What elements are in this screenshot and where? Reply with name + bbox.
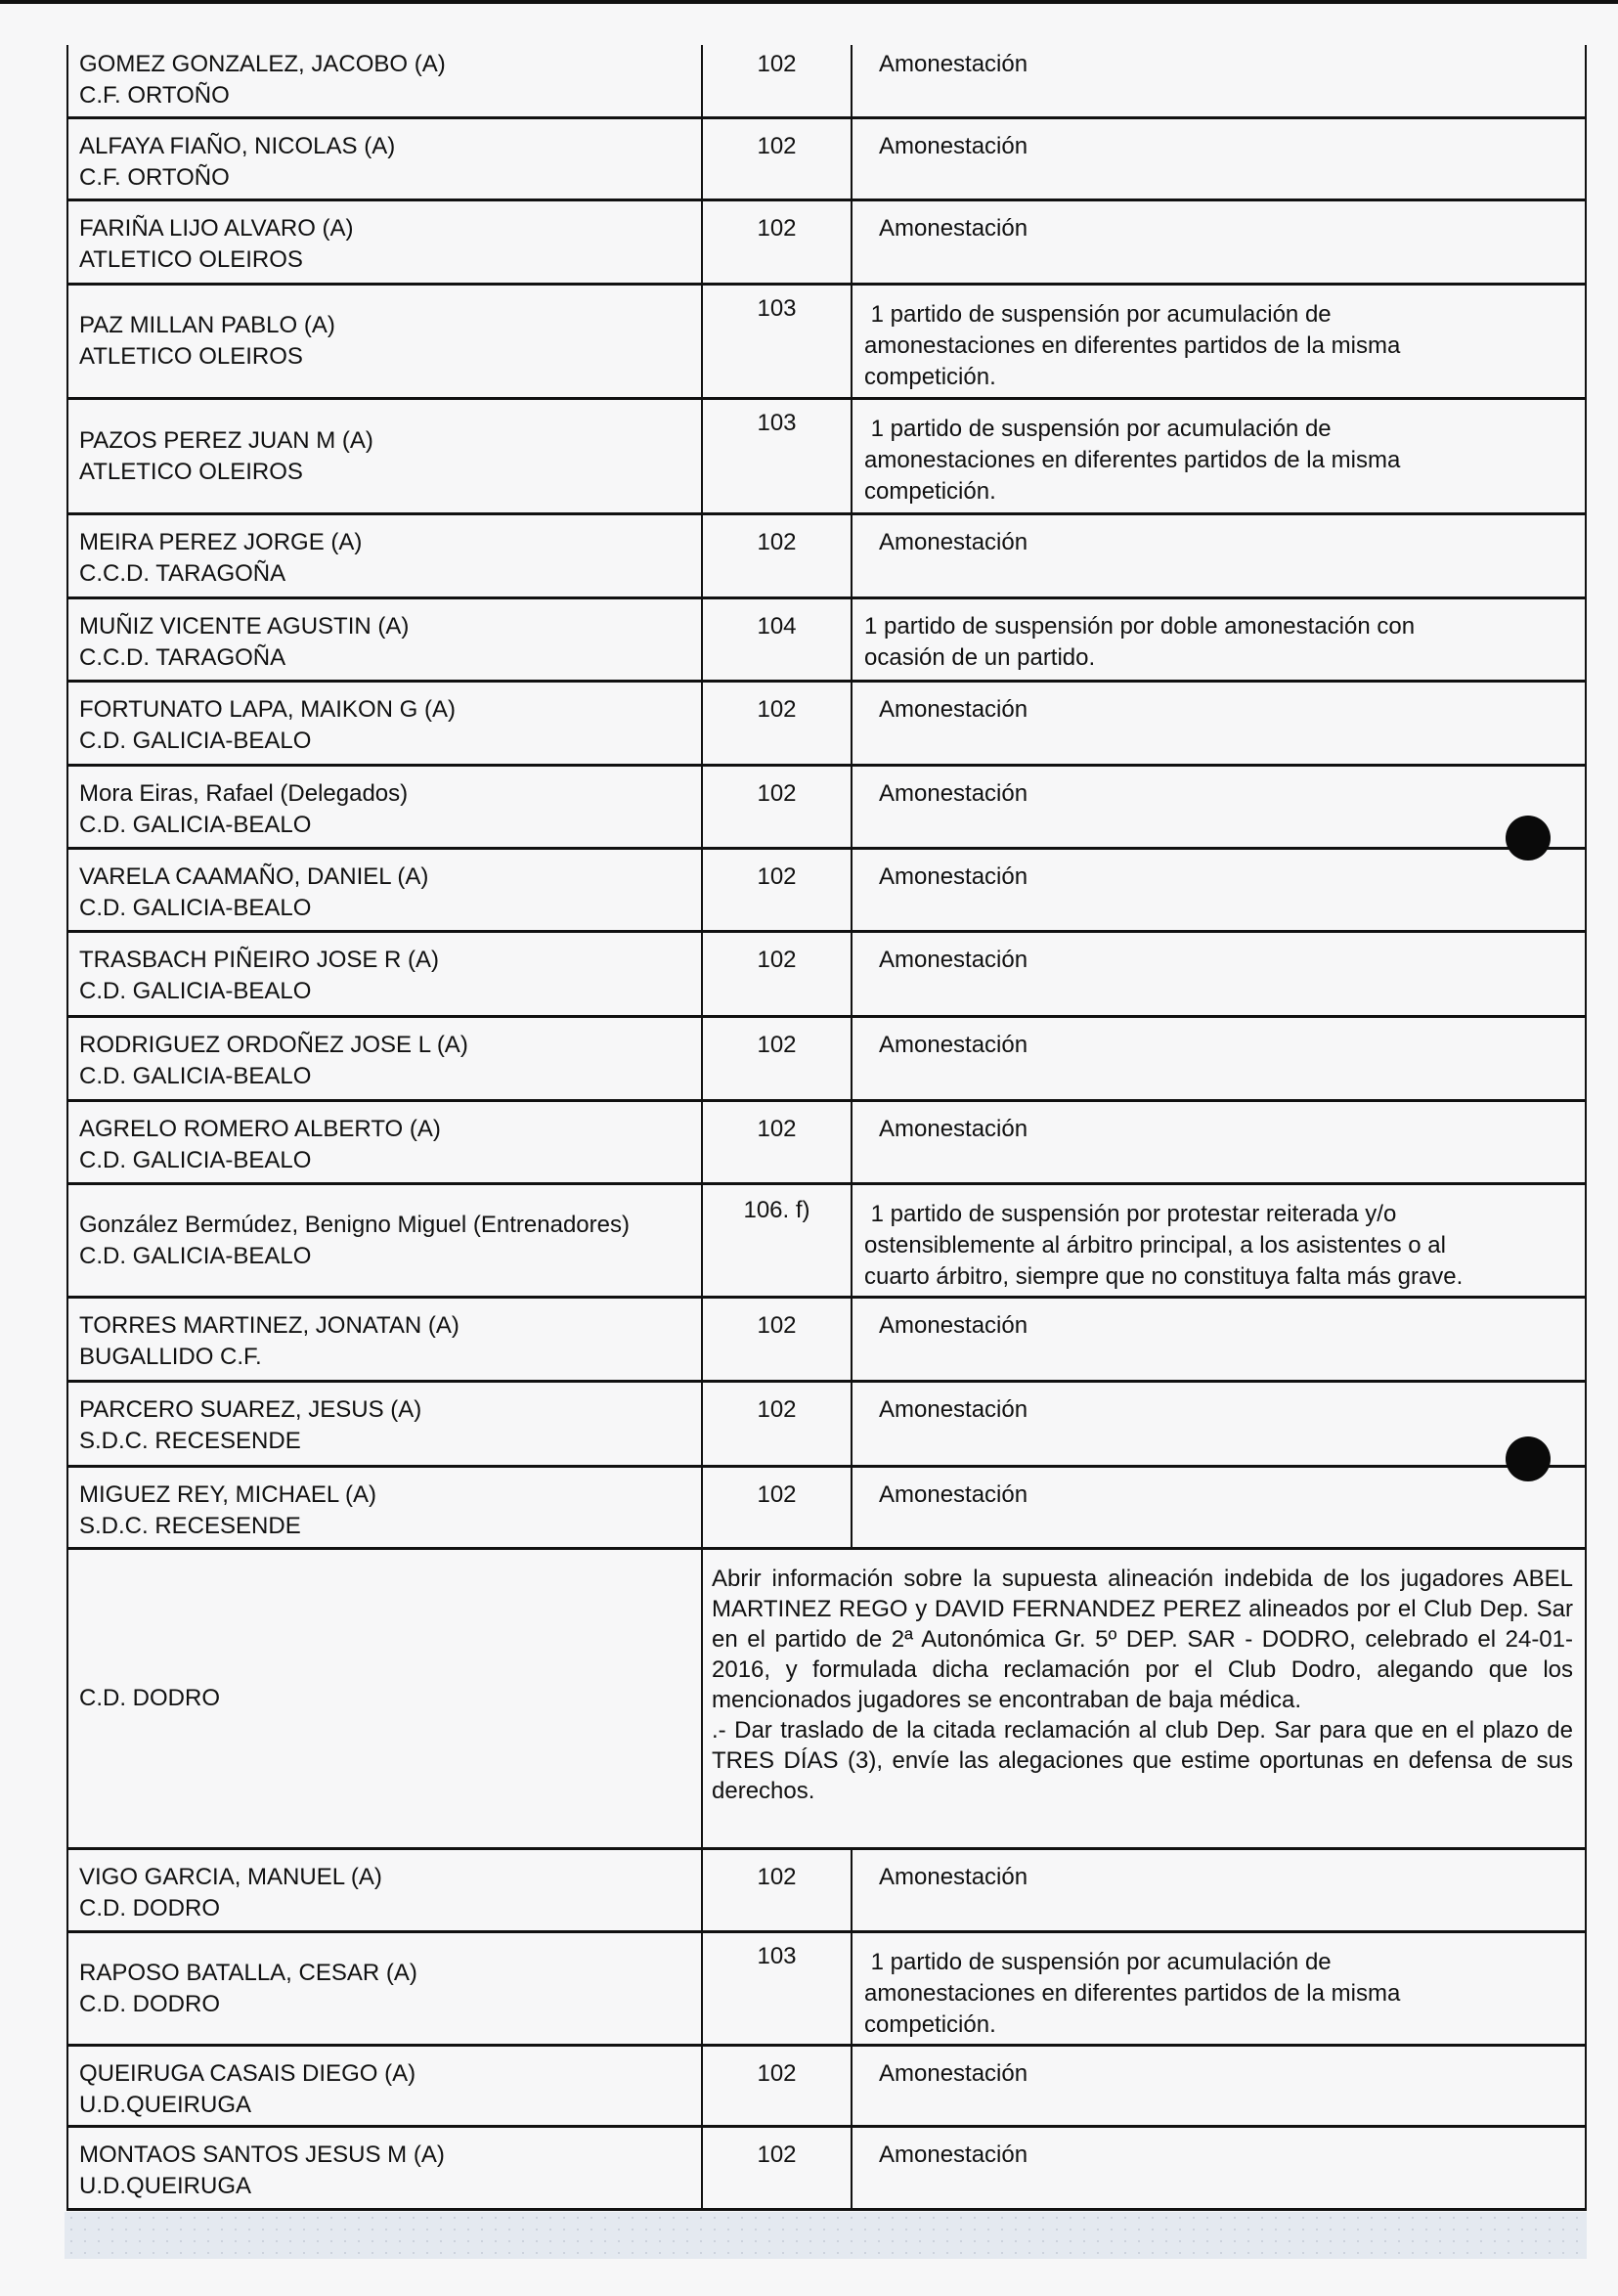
article-code: 104 [703, 599, 853, 680]
club-name: C.D. GALICIA-BEALO [79, 1242, 312, 1269]
sanction-text: Amonestación [879, 529, 1028, 555]
club-name: C.D. DODRO [79, 1685, 220, 1711]
table-row [68, 1299, 1585, 1383]
article-code: 102 [703, 1850, 853, 1930]
player-name: VIGO GARCIA, MANUEL (A) [79, 1864, 382, 1890]
player-name: MONTAOS SANTOS JESUS M (A) [79, 2141, 445, 2168]
club-name: BUGALLIDO C.F. [79, 1344, 262, 1370]
club-name: C.F. ORTOÑO [79, 82, 230, 109]
article-code: 102 [703, 515, 853, 596]
sanction-text: Amonestación [879, 947, 1028, 973]
player-cell [68, 933, 703, 1015]
sanction-cell [853, 1850, 1585, 1930]
club-name: ATLETICO OLEIROS [79, 458, 303, 485]
table-row [68, 1468, 1585, 1550]
article-code: 102 [703, 767, 853, 847]
table-row [68, 599, 1585, 683]
table-row [68, 400, 1585, 515]
player-name: QUEIRUGA CASAIS DIEGO (A) [79, 2060, 416, 2087]
player-name: RAPOSO BATALLA, CESAR (A) [79, 1959, 417, 1986]
article-code: 102 [703, 201, 853, 283]
club-name: C.D. DODRO [79, 1895, 220, 1921]
player-cell [68, 515, 703, 596]
sanction-text: amonestaciones en diferentes partidos de la misma [864, 332, 1401, 359]
table-row [68, 1018, 1585, 1102]
resolution-paragraph: Abrir información sobre la supuesta alineación indebida de los jugadores ABEL MARTINEZ REGO y DAVID FERNANDEZ PEREZ alineados por el Club Dep. Sar en el partido de 2ª Autonómica Gr. 5º DEP. SAR - DODRO, celebrado el 24-01-2016, y formulada dicha reclamación por el Club Dodro, alegando que los mencionados jugadores se encontraban de baja médica. [712, 1566, 1573, 1713]
article-code: 102 [703, 119, 853, 199]
sanction-cell [853, 683, 1585, 764]
player-name: TRASBACH PIÑEIRO JOSE R (A) [79, 947, 440, 973]
table-row [68, 201, 1585, 286]
sanction-cell [853, 45, 1585, 116]
club-name: U.D.QUEIRUGA [79, 2092, 252, 2118]
article-code: 102 [703, 850, 853, 930]
player-cell [68, 1299, 703, 1380]
sanction-text: competición. [864, 364, 996, 390]
table-row [68, 767, 1585, 850]
article-code: 102 [703, 683, 853, 764]
player-cell [68, 2128, 703, 2208]
sanction-cell [853, 2128, 1585, 2208]
sanction-cell [853, 933, 1585, 1015]
table-row [68, 1102, 1585, 1185]
table-row [68, 1850, 1585, 1933]
player-name: González Bermúdez, Benigno Miguel (Entrenadores) [79, 1211, 630, 1238]
table-row [68, 933, 1585, 1018]
article-code: 103 [703, 400, 853, 512]
club-name: S.D.C. RECESENDE [79, 1428, 301, 1454]
resolution-paragraph: .- Dar traslado de la citada reclamación al club Dep. Sar para que en el plazo de TRES DÍAS (3), envíe las alegaciones que estime oportunas en defensa de sus derechos. [712, 1717, 1573, 1804]
sanction-text: Amonestación [879, 215, 1028, 242]
sanction-text: Amonestación [879, 780, 1028, 807]
club-name: U.D.QUEIRUGA [79, 2173, 252, 2199]
sanction-cell [853, 201, 1585, 283]
article-code: 102 [703, 1383, 853, 1465]
sanction-cell [853, 1468, 1585, 1547]
article-code: 102 [703, 45, 853, 116]
club-name: C.D. GALICIA-BEALO [79, 1147, 312, 1173]
sanction-text: Amonestación [879, 863, 1028, 890]
player-cell [68, 1102, 703, 1182]
player-name: FARIÑA LIJO ALVARO (A) [79, 215, 354, 242]
sanction-cell [853, 767, 1585, 847]
sanctions-table [66, 45, 1587, 2211]
sanction-text: 1 partido de suspensión por acumulación de [864, 416, 1332, 442]
sanction-text: Amonestación [879, 1396, 1028, 1423]
player-name: AGRELO ROMERO ALBERTO (A) [79, 1116, 441, 1142]
sanction-text: amonestaciones en diferentes partidos de la misma [864, 1980, 1401, 2007]
sanction-cell [853, 119, 1585, 199]
table-row-resolution [68, 1550, 1585, 1850]
player-name: PAZ MILLAN PABLO (A) [79, 312, 335, 338]
sanction-text: ocasión de un partido. [864, 644, 1096, 671]
article-code: 102 [703, 1102, 853, 1182]
table-row [68, 2047, 1585, 2128]
player-name: RODRIGUEZ ORDOÑEZ JOSE L (A) [79, 1032, 468, 1058]
club-name: S.D.C. RECESENDE [79, 1513, 301, 1539]
player-cell [68, 1468, 703, 1547]
player-cell [68, 683, 703, 764]
player-name: Mora Eiras, Rafael (Delegados) [79, 780, 409, 807]
club-name: ATLETICO OLEIROS [79, 343, 303, 370]
article-code: 103 [703, 286, 853, 397]
table-row [68, 286, 1585, 400]
table-row [68, 515, 1585, 599]
club-name: C.C.D. TARAGOÑA [79, 644, 286, 671]
sanction-text: ostensiblemente al árbitro principal, a los asistentes o al [864, 1232, 1446, 1258]
player-cell [68, 767, 703, 847]
sanction-text: Amonestación [879, 1864, 1028, 1890]
table-row [68, 683, 1585, 767]
article-code: 102 [703, 1018, 853, 1099]
sanction-cell [853, 1102, 1585, 1182]
club-name: C.C.D. TARAGOÑA [79, 560, 286, 587]
club-name: ATLETICO OLEIROS [79, 246, 303, 273]
hole-punch-mark [1506, 1436, 1551, 1481]
article-code: 103 [703, 1933, 853, 2044]
sanction-cell [853, 400, 1585, 512]
club-cell [68, 1550, 703, 1847]
scan-top-edge [0, 0, 1618, 4]
table-row [68, 1383, 1585, 1468]
club-name: C.F. ORTOÑO [79, 164, 230, 191]
player-cell [68, 286, 703, 397]
player-name: FORTUNATO LAPA, MAIKON G (A) [79, 696, 456, 723]
sanction-cell [853, 1383, 1585, 1465]
article-code: 102 [703, 933, 853, 1015]
player-name: PAZOS PEREZ JUAN M (A) [79, 426, 373, 454]
table-row [68, 1933, 1585, 2047]
sanction-text: Amonestación [879, 1116, 1028, 1142]
sanction-text: Amonestación [879, 1032, 1028, 1058]
sanction-text: competición. [864, 2011, 996, 2038]
article-code: 102 [703, 1299, 853, 1380]
sanction-text: 1 partido de suspensión por acumulación de [864, 1949, 1332, 1975]
club-name: C.D. GALICIA-BEALO [79, 1063, 312, 1089]
sanction-text: amonestaciones en diferentes partidos de la misma [864, 447, 1401, 473]
player-cell [68, 1185, 703, 1296]
player-cell [68, 45, 703, 116]
sanction-text: 1 partido de suspensión por protestar reiterada y/o [864, 1201, 1397, 1227]
player-cell [68, 201, 703, 283]
sanction-cell [853, 1933, 1585, 2044]
article-code: 102 [703, 2128, 853, 2208]
player-cell [68, 1933, 703, 2044]
sanction-text: competición. [864, 478, 996, 505]
sanction-cell [853, 1185, 1585, 1296]
sanction-text: Amonestación [879, 696, 1028, 723]
player-name: MUÑIZ VICENTE AGUSTIN (A) [79, 613, 410, 640]
player-cell [68, 1850, 703, 1930]
player-cell [68, 400, 703, 512]
player-name: GOMEZ GONZALEZ, JACOBO (A) [79, 51, 446, 77]
club-name: C.D. DODRO [79, 1990, 220, 2017]
player-cell [68, 1018, 703, 1099]
sanction-cell [853, 1299, 1585, 1380]
player-cell [68, 850, 703, 930]
player-name: TORRES MARTINEZ, JONATAN (A) [79, 1312, 459, 1339]
sanction-cell [853, 1018, 1585, 1099]
player-name: PARCERO SUAREZ, JESUS (A) [79, 1396, 422, 1423]
article-code: 102 [703, 1468, 853, 1547]
article-code: 102 [703, 2047, 853, 2125]
sanction-cell [853, 599, 1585, 680]
club-name: C.D. GALICIA-BEALO [79, 812, 312, 838]
club-name: C.D. GALICIA-BEALO [79, 978, 312, 1004]
table-row [68, 850, 1585, 933]
sanction-text: Amonestación [879, 1481, 1028, 1508]
player-name: VARELA CAAMAÑO, DANIEL (A) [79, 863, 429, 890]
player-cell [68, 599, 703, 680]
player-cell [68, 1383, 703, 1465]
table-row [68, 1185, 1585, 1299]
table-row [68, 2128, 1585, 2211]
sanction-cell [853, 515, 1585, 596]
sanction-text: Amonestación [879, 2060, 1028, 2087]
player-cell [68, 2047, 703, 2125]
player-cell [68, 119, 703, 199]
player-name: MEIRA PEREZ JORGE (A) [79, 529, 363, 555]
sanction-cell [853, 2047, 1585, 2125]
sanction-text: cuarto árbitro, siempre que no constituya falta más grave. [864, 1263, 1464, 1290]
club-name: C.D. GALICIA-BEALO [79, 895, 312, 921]
table-row [68, 119, 1585, 201]
resolution-cell [703, 1550, 1585, 1847]
sanction-text: 1 partido de suspensión por acumulación de [864, 301, 1332, 328]
sanction-text: Amonestación [879, 51, 1028, 77]
hole-punch-mark [1506, 816, 1551, 861]
sanction-text: Amonestación [879, 2141, 1028, 2168]
article-code: 106. f) [703, 1185, 853, 1296]
club-name: C.D. GALICIA-BEALO [79, 728, 312, 754]
sanction-cell [853, 286, 1585, 397]
sanction-text: 1 partido de suspensión por doble amonestación con [864, 613, 1416, 640]
sanction-cell [853, 850, 1585, 930]
footer-dotted-band [65, 2212, 1587, 2259]
player-name: MIGUEZ REY, MICHAEL (A) [79, 1481, 377, 1508]
sanction-text: Amonestación [879, 133, 1028, 159]
table-row [68, 45, 1585, 119]
player-name: ALFAYA FIAÑO, NICOLAS (A) [79, 133, 396, 159]
sanction-text: Amonestación [879, 1312, 1028, 1339]
